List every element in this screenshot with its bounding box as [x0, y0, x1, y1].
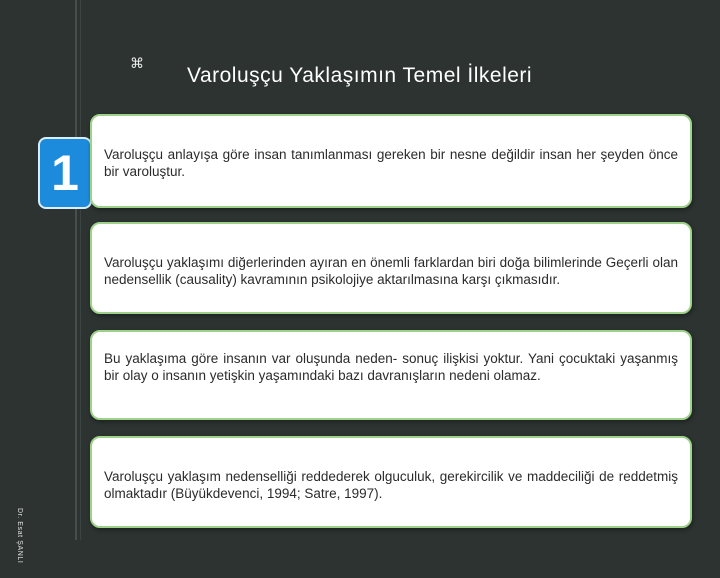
number-badge: 1	[38, 137, 92, 209]
vertical-divider-thin	[80, 0, 81, 540]
principle-card-3	[90, 330, 692, 420]
z-logo-icon: ⌘	[130, 55, 144, 71]
principle-text-1: Varoluşçu anlayışa göre insan tanımlanması gereken bir nesne değildir insan her şeyden önce bir varoluştur.	[104, 147, 678, 179]
principle-text-3: Bu yaklaşıma göre insanın var oluşunda neden- sonuç ilişkisi yoktur. Yani çocuktaki yaşanmış bir olay o insanın yetişkin yaşamındaki bazı davranışların nedeni olamaz.	[104, 351, 678, 383]
principle-card-2	[90, 222, 692, 314]
principle-text-2: Varoluşçu yaklaşımı diğerlerinden ayıran en önemli farklardan biri doğa bilimlerinde Geçerli olan nedensellik (causality) kavramının psikolojiye aktarılmasına karşı çıkmasıdır.	[104, 255, 678, 287]
author-credit: Dr. Esat ŞANLI	[16, 508, 23, 564]
principle-card-1	[90, 114, 692, 208]
slide-title: Varoluşçu Yaklaşımın Temel İlkeleri	[187, 64, 533, 87]
principle-card-4	[90, 436, 692, 528]
principle-text-4: Varoluşçu yaklaşım nedenselliği reddederek olguculuk, gerekircilik ve maddeciliği de reddetmiş olmaktadır (Büyükdevenci, 1994; Satre, 1997).	[104, 469, 678, 501]
vertical-divider	[75, 0, 77, 540]
